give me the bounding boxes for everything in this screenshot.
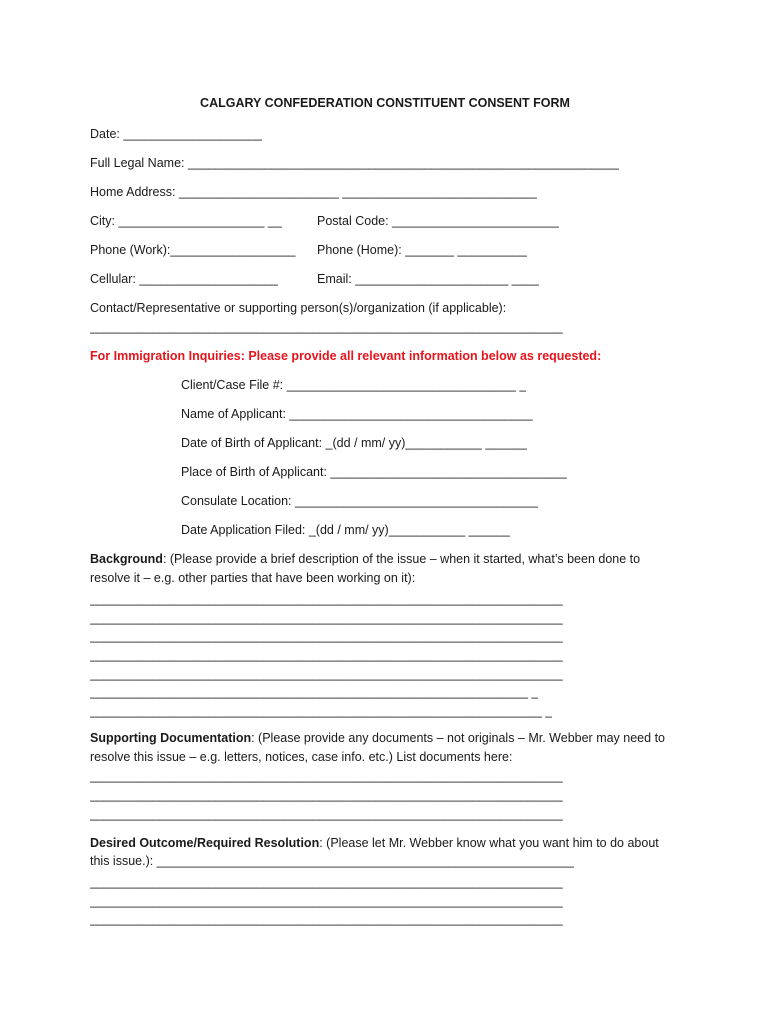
dob-field[interactable]: Date of Birth of Applicant: _(dd / mm/ yy)___________ ______ <box>181 436 528 450</box>
applicant-name-field[interactable]: Name of Applicant: ___________________________________ <box>181 407 533 421</box>
contact-rep-label: Contact/Representative or supporting person(s)/organization (if applicable): <box>90 301 507 315</box>
email-field[interactable]: Email: ______________________ ____ <box>317 272 540 286</box>
background-heading <box>90 551 640 567</box>
immigration-heading: For Immigration Inquiries: Please provide all relevant information below as requested: <box>90 349 602 363</box>
background-line[interactable]: ____________________________________________________________________ <box>90 592 563 606</box>
supporting-text-2: resolve this issue – e.g. letters, notices, case info. etc.) List documents here: <box>90 750 513 764</box>
background-text: : (Please provide a brief description of the issue – when it started, what’s been done to <box>162 552 641 566</box>
background-text-2: resolve it – e.g. other parties that have been working on it): <box>90 571 416 585</box>
supporting-line[interactable]: ____________________________________________________________________ <box>90 788 563 802</box>
contact-rep-line[interactable]: ____________________________________________________________________ <box>90 320 563 334</box>
outcome-label: Desired Outcome/Required Resolution <box>90 836 320 850</box>
background-line[interactable]: ____________________________________________________________________ <box>90 667 563 681</box>
supporting-text: : (Please provide any documents – not originals – Mr. Webber may need to <box>251 731 665 745</box>
consulate-field[interactable]: Consulate Location: ___________________________________ <box>181 494 539 508</box>
cellular-field[interactable]: Cellular: ____________________ <box>90 272 279 286</box>
supporting-line[interactable]: ____________________________________________________________________ <box>90 807 563 821</box>
outcome-line[interactable]: ____________________________________________________________________ <box>90 875 563 889</box>
outcome-heading <box>90 835 659 851</box>
date-field[interactable]: Date: ____________________ <box>90 127 263 141</box>
outcome-text: : (Please let Mr. Webber know what you want him to do about <box>319 836 659 850</box>
outcome-line[interactable]: ____________________________________________________________________ <box>90 912 563 926</box>
phone-home-field[interactable]: Phone (Home): _______ __________ <box>317 243 527 257</box>
background-line[interactable]: ____________________________________________________________________ <box>90 648 563 662</box>
date-filed-field[interactable]: Date Application Filed: _(dd / mm/ yy)___________ ______ <box>181 523 511 537</box>
outcome-text-2[interactable]: this issue.): ____________________________________________________________ <box>90 854 574 868</box>
background-line[interactable]: ____________________________________________________________________ <box>90 611 563 625</box>
city-field[interactable]: City: _____________________ __ <box>90 214 282 228</box>
supporting-line[interactable]: ____________________________________________________________________ <box>90 769 563 783</box>
background-label: Background <box>90 552 163 566</box>
supporting-heading <box>90 730 665 746</box>
outcome-line[interactable]: ____________________________________________________________________ <box>90 894 563 908</box>
phone-work-field[interactable]: Phone (Work):__________________ <box>90 243 296 257</box>
legal-name-field[interactable]: Full Legal Name: ______________________________________________________________ <box>90 156 619 170</box>
home-address-field[interactable]: Home Address: _______________________ ____________________________ <box>90 185 537 199</box>
pob-field[interactable]: Place of Birth of Applicant: __________________________________ <box>181 465 567 479</box>
background-line[interactable]: _______________________________________________________________ _ <box>90 685 539 699</box>
background-line[interactable]: ____________________________________________________________________ <box>90 629 563 643</box>
form-title: CALGARY CONFEDERATION CONSTITUENT CONSENT FORM <box>200 96 570 110</box>
postal-code-field[interactable]: Postal Code: ________________________ <box>317 214 559 228</box>
background-line[interactable]: _________________________________________________________________ _ <box>90 704 553 718</box>
supporting-label: Supporting Documentation <box>90 731 252 745</box>
client-file-field[interactable]: Client/Case File #: _________________________________ _ <box>181 378 527 392</box>
